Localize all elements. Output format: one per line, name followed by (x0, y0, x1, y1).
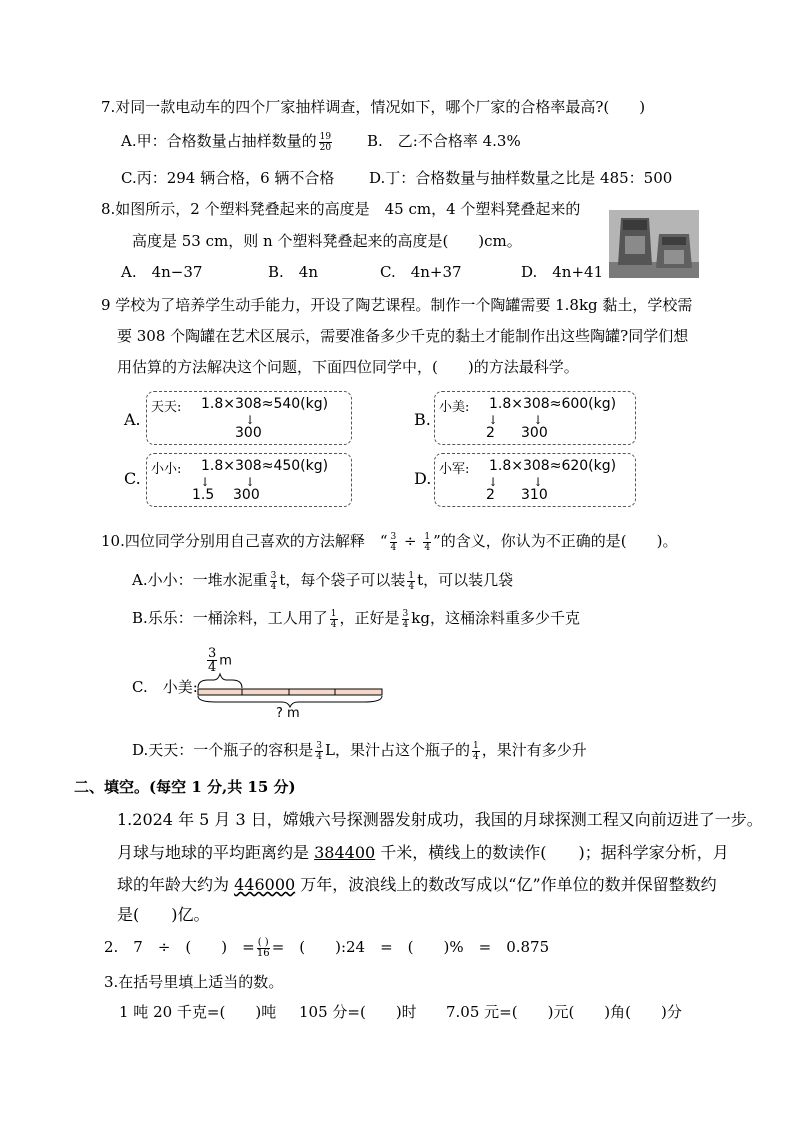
q10-option-b (132, 607, 580, 630)
f1-line2-text: 月球与地球的平均距离约是 (117, 843, 315, 862)
q10-option-c-label: C. 小美: (132, 678, 198, 696)
q8-line2: 高度是 53 cm，则 n 个塑料凳叠起来的高度是( )cm。 (132, 232, 522, 250)
down-arrow-icon: ↓ (533, 475, 544, 489)
q8-option-d: D. 4n+41 (521, 263, 604, 281)
q10-option-a-mid: t，每个袋子可以装 (279, 571, 406, 589)
q9-option-b-equation: 1.8×308≈600(kg) (489, 396, 617, 412)
q7-option-b: B. 乙:不合格率 4.3% (367, 132, 521, 150)
section-title: 二、填空。(每空 1 分,共 15 分) (74, 778, 296, 796)
stool-photo (609, 210, 699, 278)
q8-option-a: A. 4n−37 (121, 263, 203, 281)
down-arrow-icon: ↓ (200, 475, 211, 489)
q10-option-d-text: D.天天：一个瓶子的容积是 (132, 741, 314, 759)
down-arrow-icon: ↓ (488, 475, 499, 489)
q8-line1: 8.如图所示，2 个塑料凳叠起来的高度是 45 cm，4 个塑料凳叠起来的 (101, 200, 581, 218)
q9-line3: 用估算的方法解决这个问题，下面四位同学中，( )的方法最科学。 (117, 358, 579, 376)
unit-label: m (219, 653, 232, 669)
q10-option-a-text: A.小小：一堆水泥重 (132, 571, 268, 589)
fraction: $\frac{1}{4}$ (472, 740, 479, 762)
q10-option-d (132, 739, 587, 762)
q9-option-a-estimate: 300 (235, 425, 262, 441)
q7-option-a-text: A.甲：合格数量占抽样数量的 (121, 132, 317, 150)
q7-option-c: C.丙：294 辆合格，6 辆不合格 (121, 169, 335, 187)
q9-option-c-estimate-2: 300 (233, 487, 260, 503)
f3-item-1: 1 吨 20 千克=( )吨 (119, 1003, 277, 1021)
q9-option-a-name: 天天: (151, 400, 182, 415)
q9-option-d-estimate-2: 310 (521, 487, 548, 503)
segment-bottom-label: ? m (276, 706, 300, 721)
fraction: $\frac{3}{4}$ (208, 646, 217, 675)
q9-option-d-box (434, 453, 636, 507)
q10-option-b-mid: ，正好是 (339, 609, 400, 627)
q9-line1: 9 学校为了培养学生动手能力，开设了陶艺课程。制作一个陶罐需要 1.8kg 黏土，学校需 (101, 296, 693, 314)
f1-line3-end: 万年，波浪线上的数改写成以“亿”作单位的数并保留整数约 (295, 875, 717, 894)
underlined-number: 384400 (314, 843, 376, 862)
q9-option-b-box (434, 391, 636, 445)
q9-option-c-box (146, 453, 352, 507)
stacked-stools-image (609, 210, 699, 278)
q9-option-b-letter: B. (414, 410, 431, 429)
q9-option-c-estimate-1: 1.5 (192, 487, 215, 503)
q9-option-b-estimate-2: 300 (521, 425, 548, 441)
fraction: $\frac{3}{4}$ (270, 570, 277, 592)
line-segment-diagram (196, 670, 386, 708)
q10-option-b-end: kg，这桶涂料重多少千克 (411, 609, 580, 627)
f1-line3 (117, 872, 717, 895)
f2-text: 2. 7 ÷ ( ) = (104, 938, 255, 956)
q10-stem-end: ”的含义，你认为不正确的是( )。 (433, 532, 678, 550)
f2-equation (104, 936, 549, 959)
q9-option-c-equation: 1.8×308≈450(kg) (201, 458, 329, 474)
q8-option-b: B. 4n (268, 263, 318, 281)
q9-option-b-name: 小美: (439, 400, 470, 415)
f1-line3-text: 球的年龄大约为 (117, 875, 235, 894)
f3-item-2: 105 分=( )时 (299, 1003, 417, 1021)
q9-option-c-name: 小小: (151, 462, 182, 477)
q10-stem (101, 530, 678, 553)
q10-option-a-end: t，可以装几袋 (417, 571, 514, 589)
q10-fraction-1: $\frac{3}{4}$ (390, 531, 397, 553)
q10-option-a (132, 569, 513, 592)
q9-option-a-letter: A. (124, 410, 141, 429)
q10-fraction-2: $\frac{1}{4}$ (424, 531, 431, 553)
q9-option-d-name: 小军: (439, 462, 470, 477)
down-arrow-icon: ↓ (533, 413, 544, 427)
division-sign: ÷ (404, 532, 417, 550)
f2-end: = ( ):24 = ( )% = 0.875 (271, 938, 550, 956)
q10-option-d-mid: L，果汁占这个瓶子的 (325, 741, 470, 759)
f1-line4: 是( )亿。 (117, 905, 210, 924)
q9-option-c-letter: C. (124, 469, 141, 488)
q8-option-c: C. 4n+37 (380, 263, 462, 281)
f1-line2-end: 千米，横线上的数读作( )；据科学家分析，月 (375, 843, 729, 862)
down-arrow-icon: ↓ (245, 413, 256, 427)
q9-option-d-estimate-1: 2 (486, 487, 495, 503)
q10-stem-text: 10.四位同学分别用自己喜欢的方法解释 “ (101, 532, 388, 550)
f3-title: 3.在括号里填上适当的数。 (104, 973, 284, 991)
q9-option-a-box (146, 391, 352, 445)
wavy-underlined-number: 446000 (234, 875, 296, 894)
q9-line2: 要 308 个陶罐在艺术区展示，需要准备多少千克的黏土才能制作出这些陶罐?同学们想 (117, 327, 689, 345)
down-arrow-icon: ↓ (488, 413, 499, 427)
fraction: $\frac{3}{4}$ (316, 740, 322, 762)
fraction: $\frac{1}{4}$ (408, 570, 415, 592)
q10-option-b-text: B.乐乐：一桶涂料，工人用了 (132, 609, 328, 627)
f1-line1: 1.2024 年 5 月 3 日，嫦娥六号探测器发射成功，我国的月球探测工程又向前迈进了一步。 (117, 810, 763, 829)
fraction: $\frac{3}{4}$ (402, 608, 409, 630)
q7-stem: 7.对同一款电动车的四个厂家抽样调查，情况如下，哪个厂家的合格率最高?( ) (101, 98, 646, 116)
fraction: $\frac{( )}{16}$ (256, 936, 270, 959)
q9-option-d-letter: D. (414, 469, 432, 488)
f1-line2 (117, 840, 729, 863)
f3-item-3: 7.05 元=( )元( )角( )分 (446, 1003, 682, 1021)
q9-option-d-equation: 1.8×308≈620(kg) (489, 458, 617, 474)
q9-option-b-estimate-1: 2 (486, 425, 495, 441)
q9-option-a-equation: 1.8×308≈540(kg) (201, 396, 329, 412)
q7-option-a (121, 130, 334, 153)
q10-option-d-end: ，果汁有多少升 (481, 741, 587, 759)
down-arrow-icon: ↓ (245, 475, 256, 489)
q7-option-d: D.丁：合格数量与抽样数量之比是 485：500 (369, 169, 673, 187)
q7-fraction: $\frac{19}{20}$ (319, 131, 332, 153)
fraction: $\frac{1}{4}$ (330, 608, 337, 630)
